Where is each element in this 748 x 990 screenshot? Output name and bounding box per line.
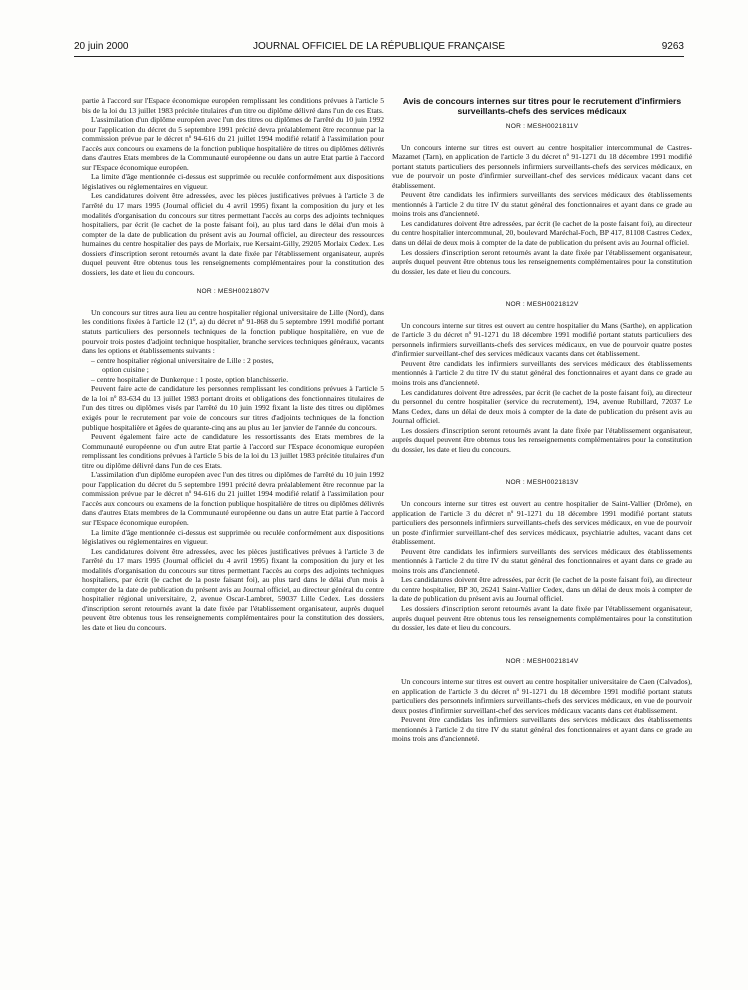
paragraph: Peuvent être candidats les infirmiers surveillants des services médicaux des établissements mentionnés à l'article 2 du titre IV du statut général des fonctionnaires et ayant dans ce grade au moins trois ans d'ancienneté. <box>392 358 692 388</box>
paragraph: Un concours interne sur titres est ouvert au centre hospitalier universitaire de Caen (Calvados), en application de l'article 3 du décret nº 91-1271 du 18 décembre 1991 modifié portant statuts particuliers des personnels infirmiers surveillants-chefs des services médicaux, en vue de pourvoir deux postes d'infirmier surveillant-chef des services médicaux vacants dans cet établissement. <box>392 677 692 715</box>
nor-reference: NOR : MESH0021814V <box>505 657 579 665</box>
paragraph: Peuvent être candidats les infirmiers surveillants des services médicaux des établissements mentionnés à l'article 2 du titre IV du statut général des fonctionnaires et ayant dans ce grade au moins trois ans d'ancienneté. <box>392 190 692 219</box>
paragraph: Peuvent être candidats les infirmiers surveillants des services médicaux des établissements mentionnés à l'article 2 du titre IV du statut général des fonctionnaires et ayant dans ce grade au moins trois ans d'ancienneté. <box>392 546 692 575</box>
paragraph: L'assimilation d'un diplôme européen avec l'un des titres ou diplômes de l'arrêté du 10 juin 1992 pour l'application du décret du 5 septembre 1991 précité devra préalablement être reconnue par la commission prévue par le décret nº 94-616 du 21 juillet 1994 modifié relatif à l'assimilation pour l'accès aux concours ou examens de la fonction publique hospitalière de titres ou diplômes délivrés dans d'autres Etats membres de la Communauté européenne ou dans un autre Etat partie à l'accord sur l'Espace économique européen. <box>82 470 384 527</box>
nor-reference: NOR : MESH0021813V <box>505 479 579 487</box>
paragraph: Peuvent être candidats les infirmiers surveillants des services médicaux des établissements mentionnés à l'article 2 du titre IV du statut général des fonctionnaires et ayant dans ce grade au moins trois ans d'ancienneté. <box>392 715 692 744</box>
paragraph: Un concours interne sur titres est ouvert au centre hospitalier intercommunal de Castres-Mazamet (Tarn), en application de l'article 3 du décret nº 91-1271 du 18 décembre 1991 modifié portant statuts particuliers des personnels infirmiers surveillants-chefs des services médicaux, en vue de pourvoir un poste d'infirmier surveillant-chef des services médicaux vacant dans cet établissement. <box>392 142 692 190</box>
paragraph: Les dossiers d'inscription seront retournés avant la date fixée par l'établissement organisateur, auprès duquel peuvent être obtenus tous les renseignements complémentaires pour la constitution du dossier, les date et lieu du concours. <box>392 247 692 276</box>
notice-section <box>392 478 692 632</box>
paragraph: Les candidatures doivent être adressées, par écrit (le cachet de la poste faisant foi), au directeur du personnel du centre hospitalier (service du recrutement), 194, avenue Rubillard, 72037 Le Mans Cedex, dans un délai de deux mois à compter de la date de publication du présent avis au Journal officiel. <box>392 387 692 426</box>
list-item: option cuisine ; <box>102 365 149 375</box>
paragraph: Peuvent faire acte de candidature les personnes remplissant les conditions prévues à l'article 5 de la loi nº 83-634 du 13 juillet 1983 portant droits et obligations des fonctionnaires titulaires de l'un des titres ou diplômes visés par l'arrêté du 10 juin 1992 fixant la liste des titres ou diplômes exigés pour le recrutement par voie de concours sur titres d'adjoints techniques de la fonction publique hospitalière et âgées de quarante-cinq ans au plus au 1er janvier de l'année du concours. <box>82 384 384 432</box>
notice-section <box>392 122 692 276</box>
paragraph: Les candidatures doivent être adressées, avec les pièces justificatives prévues à l'article 3 de l'arrêté du 17 mars 1995 (Journal officiel du 4 avril 1995) fixant la composition du jury et les modalités d'organisation du concours sur titres permettant l'accès au corps des adjoints techniques hospitaliers, par écrit (le cachet de la poste faisant foi), au plus tard dans le délai d'un mois à compter de la date de publication du présent avis au Journal officiel, au directeur général du centre hospitalier régional universitaire, 2, avenue Oscar-Lambret, 59037 Lille Cedex. Les dossiers d'inscription seront retournés avant la date fixée par l'établissement organisateur, auprès duquel peuvent être obtenus tous les renseignements complémentaires pour la constitution des dossiers, les date et lieu du concours. <box>82 546 384 632</box>
nor-reference: NOR : MESH0021807V <box>196 288 270 296</box>
nor-reference: NOR : MESH0021811V <box>505 123 579 130</box>
page-header <box>74 40 684 57</box>
page-number: 9263 <box>661 41 684 52</box>
paragraph: La limite d'âge mentionnée ci-dessus est supprimée ou reculée conformément aux dispositions législatives ou réglementaires en vigueur. <box>82 527 384 547</box>
header-date: 20 juin 2000 <box>74 41 129 52</box>
journal-title: JOURNAL OFFICIEL DE LA RÉPUBLIQUE FRANÇAISE <box>252 41 506 52</box>
notice-section <box>392 657 692 744</box>
paragraph: Les dossiers d'inscription seront retournés avant la date fixée par l'établissement organisateur, auprès duquel peuvent être obtenus tous les renseignements complémentaires pour la constitution du dossier, les date et lieu du concours. <box>392 603 692 633</box>
paragraph: Un concours sur titres aura lieu au centre hospitalier régional universitaire de Lille (Nord), dans les conditions fixées à l'article 12 (1º, a) du décret nº 91-868 du 5 septembre 1991 modifié portant statuts particuliers des personnels techniques de la fonction publique hospitalière, en vue de pourvoir trois postes d'adjoint technique hospitalier, branche services techniques généraux, vacants dans les options et établissements suivants : <box>82 307 384 356</box>
list-item: – centre hospitalier de Dunkerque : 1 poste, option blanchisserie. <box>91 374 289 384</box>
nor-reference: NOR : MESH0021812V <box>505 301 579 309</box>
paragraph: Peuvent également faire acte de candidature les ressortissants des Etats membres de la Communauté européenne ou d'un autre Etat partie à l'accord sur l'Espace économique européen remplissant les conditions prévues à l'article 5 bis de la loi du 13 juillet 1983 précitée titulaires d'un titre ou diplôme délivré dans l'un de ces Etats. <box>82 432 384 470</box>
paragraph: La limite d'âge mentionnée ci-dessus est supprimée ou reculée conformément aux dispositions législatives ou réglementaires en vigueur. <box>82 172 384 191</box>
paragraph: partie à l'accord sur l'Espace économique européen remplissant les conditions prévues à l'article 5 bis de la loi du 13 juillet 1983 précitée titulaires d'un titre ou diplôme délivré dans l'un de ces Etats. <box>82 96 384 115</box>
list-item: – centre hospitalier régional universitaire de Lille : 2 postes, <box>91 355 274 365</box>
paragraph: Les candidatures doivent être adressées, par écrit (le cachet de la poste faisant foi), au directeur du centre hospitalier intercommunal, 20, boulevard Maréchal-Foch, BP 417, 81108 Castres Cedex, dans un délai de deux mois à compter de la date de publication du présent avis au Journal officiel. <box>392 218 692 248</box>
notice-section <box>392 300 692 454</box>
paragraph: Les dossiers d'inscription seront retournés avant la date fixée par l'établissement organisateur, auprès duquel peuvent être obtenus tous les renseignements complémentaires pour la constitution du dossier, les date et lieu du concours. <box>392 425 692 454</box>
section-title: Avis de concours internes sur titres pour le recrutement d'infirmiers surveillants-chefs des services médicaux <box>402 96 682 116</box>
paragraph: Les candidatures doivent être adressées, par écrit (le cachet de la poste faisant foi), au directeur du centre hospitalier, BP 30, 26241 Saint-Vallier Cedex, dans un délai de deux mois à compter de la date de publication du présent avis au Journal officiel. <box>392 575 692 604</box>
paragraph: L'assimilation d'un diplôme européen avec l'un des titres ou diplômes de l'arrêté du 10 juin 1992 pour l'application du décret du 5 septembre 1991 précité devra préalablement être reconnue par la commission prévue par le décret nº 94-616 du 21 juillet 1994 modifié relatif à l'assimilation pour l'accès aux concours ou examens de la fonction publique hospitalière de titres ou diplômes délivrés dans d'autres Etats membres de la Communauté européenne ou dans un autre Etat partie à l'accord sur l'Espace économique européen. <box>82 115 384 172</box>
paragraph: Un concours interne sur titres est ouvert au centre hospitalier du Mans (Sarthe), en application de l'article 3 du décret nº 91-1271 du 18 décembre 1991 modifié portant statuts particuliers des personnels infirmiers surveillants-chefs des services médicaux, en vue de pourvoir quatre postes d'infirmier surveillant-chef des services médicaux vacants dans cet établissement. <box>392 320 692 359</box>
paragraph: Un concours interne sur titres est ouvert au centre hospitalier de Saint-Vallier (Drôme), en application de l'article 3 du décret nº 91-1271 du 18 décembre 1991 modifié portant statuts particuliers des personnels infirmiers surveillants-chefs des services médicaux, en vue de pourvoir un poste d'infirmier surveillant-chef des services médicaux, psychiatrie adultes, vacant dans cet établissement. <box>392 498 692 547</box>
left-column <box>82 96 384 633</box>
right-column <box>392 96 692 744</box>
paragraph: Les candidatures doivent être adressées, avec les pièces justificatives prévues à l'article 3 de l'arrêté du 17 mars 1995 (Journal officiel du 4 avril 1995) fixant la composition du jury et les modalités d'organisation du concours sur titres permettant l'accès au corps des adjoints techniques hospitaliers, par écrit (le cachet de la poste faisant foi), au plus tard dans le délai d'un mois à compter de la date de publication du présent avis au Journal officiel, au directeur des ressources humaines du centre hospitalier des pays de Morlaix, rue Kersaint-Gilly, 29205 Morlaix Cedex. Les dossiers d'inscription seront retournés avant la date fixée par l'établissement organisateur, auprès duquel peuvent être obtenus tous les renseignements complémentaires pour la constitution des dossiers, les date et lieu du concours. <box>82 191 384 277</box>
